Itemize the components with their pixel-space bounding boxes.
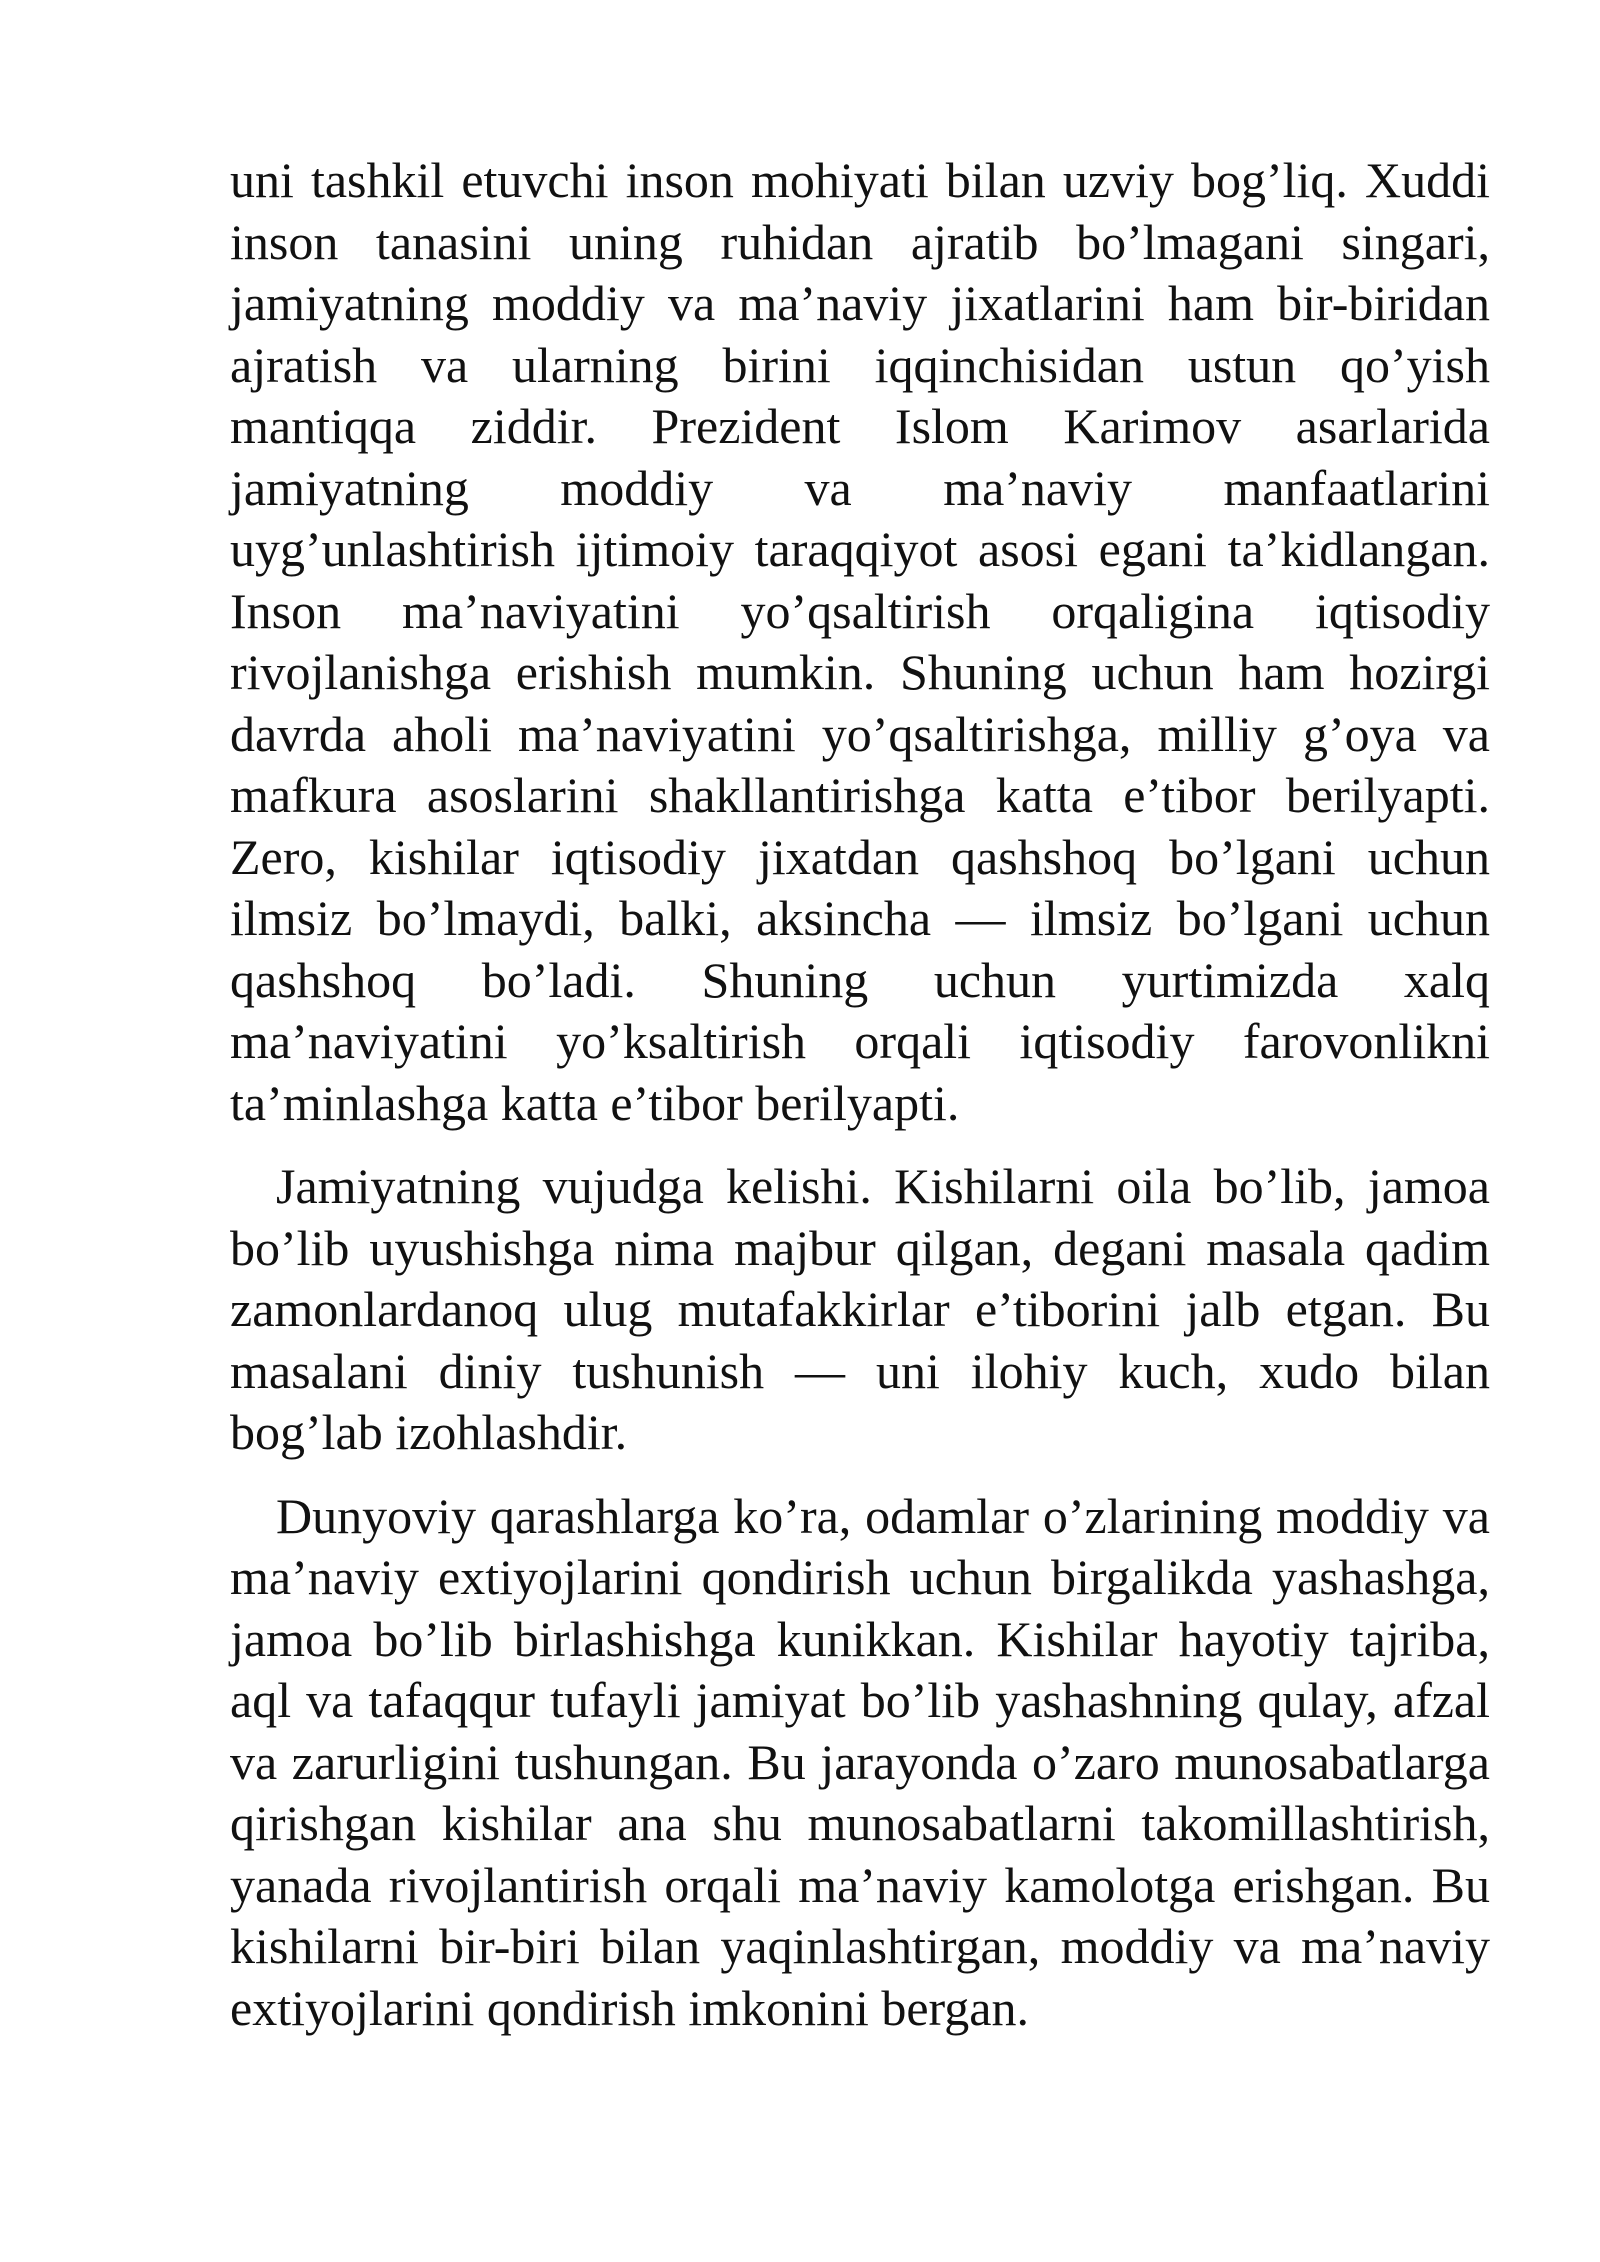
paragraph-continuation: uni tashkil etuvchi inson mohiyati bilan uzviy bog’liq. Xuddi inson tanasini uning ruhidan ajratib bo’lmagani singari, jamiyatning moddiy va ma’naviy jixatlarini ham bir-biridan ajratish va ularning birini iqqinchisidan ustun qo’yish mantiqqa ziddir. Prezident Islom Karimov asarlarida jamiyatning moddiy va ma’naviy manfaatlarini uyg’unlashtirish ijtimoiy taraqqiyot asosi egani ta’kidlangan. Inson ma’naviyatini yo’qsaltirish orqaligina iqtisodiy rivojlanishga erishish mumkin. Shuning uchun ham hozirgi davrda aholi ma’naviyatini yo’qsaltirishga, milliy g’oya va mafkura asoslarini shakllantirishga katta e’tibor berilyapti. Zero, kishilar iqtisodiy jixatdan qashshoq bo’lgani uchun ilmsiz bo’lmaydi, balki, aksincha — ilmsiz bo’lgani uchun qashshoq bo’ladi. Shuning uchun yurtimizda xalq ma’naviyatini yo’ksaltirish orqali iqtisodiy farovonlikni ta’minlashga katta e’tibor berilyapti. xyxy=(230,152,1490,1131)
paragraph-secular-views: Dunyoviy qarashlarga ko’ra, odamlar o’zlarining moddiy va ma’naviy extiyojlarini qondirish uchun birgalikda yashashga, jamoa bo’lib birlashishga kunikkan. Kishilar hayotiy tajriba, aql va tafaqqur tufayli jamiyat bo’lib yashashning qulay, afzal va zarurligini tushungan. Bu jarayonda o’zaro munosabatlarga qirishgan kishilar ana shu munosabatlarni takomillashtirish, yanada rivojlantirish orqali ma’naviy kamolotga erishgan. Bu kishilarni bir-biri bilan yaqinlashtirgan, moddiy va ma’naviy extiyojlarini qondirish imkonini bergan. xyxy=(230,1487,1490,2036)
paragraph-society-origin: Jamiyatning vujudga kelishi. Kishilarni oila bo’lib, jamoa bo’lib uyushishga nima majbur qilgan, degani masala qadim zamonlardanoq ulug mutafakkirlar e’tiborini jalb etgan. Bu masalani diniy tushunish — uni ilohiy kuch, xudo bilan bog’lab izohlashdir. xyxy=(230,1158,1490,1460)
document-page xyxy=(230,150,1490,2061)
